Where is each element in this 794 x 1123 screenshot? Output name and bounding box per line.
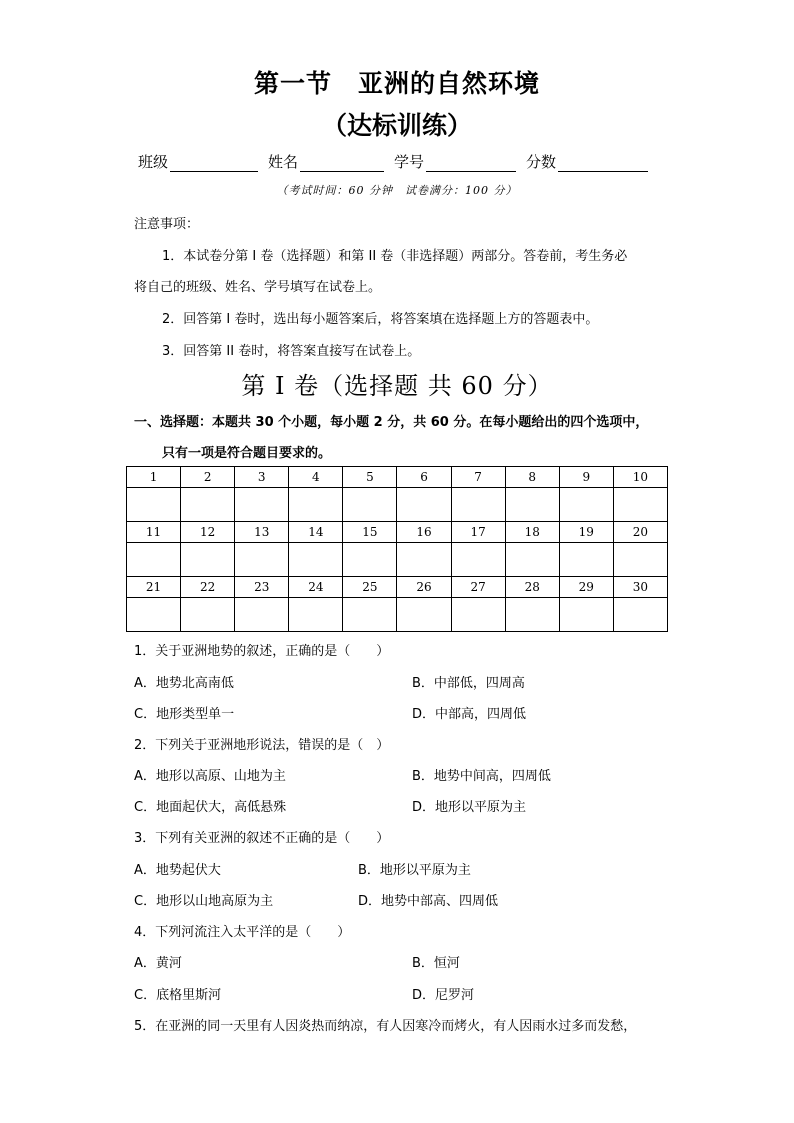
question-3-stem: 3．下列有关亚洲的叙述不正确的是（ ） bbox=[134, 831, 390, 846]
question-number-cell: 16 bbox=[397, 522, 451, 543]
question-2-stem: 2．下列关于亚洲地形说法，错误的是（ ） bbox=[134, 738, 390, 753]
answer-cell[interactable] bbox=[505, 543, 559, 577]
note-item-1-line-2: 将自己的班级、姓名、学号填写在试卷上。 bbox=[134, 280, 382, 295]
question-number-cell: 27 bbox=[451, 577, 505, 598]
student-id-blank[interactable] bbox=[426, 155, 516, 172]
question-number-cell: 26 bbox=[397, 577, 451, 598]
score-field bbox=[526, 150, 648, 172]
answer-cell[interactable] bbox=[613, 488, 667, 522]
question-number-cell: 23 bbox=[235, 577, 289, 598]
answer-cell[interactable] bbox=[289, 488, 343, 522]
question-number-cell: 21 bbox=[127, 577, 181, 598]
part-1-title: 第 I 卷（选择题 共 60 分） bbox=[241, 372, 553, 400]
answer-table-number-row bbox=[127, 522, 668, 543]
question-number-cell: 18 bbox=[505, 522, 559, 543]
answer-cell[interactable] bbox=[181, 543, 235, 577]
score-label: 分数 bbox=[526, 153, 557, 171]
question-3-option-b[interactable]: B．地形以平原为主 bbox=[358, 863, 471, 878]
name-label: 姓名 bbox=[268, 153, 299, 171]
answer-cell[interactable] bbox=[613, 543, 667, 577]
answer-cell[interactable] bbox=[235, 598, 289, 632]
answer-cell[interactable] bbox=[181, 488, 235, 522]
question-number-cell: 20 bbox=[613, 522, 667, 543]
question-4-option-c[interactable]: C．底格里斯河 bbox=[134, 988, 222, 1003]
answer-cell[interactable] bbox=[127, 543, 181, 577]
question-number-cell: 13 bbox=[235, 522, 289, 543]
answer-cell[interactable] bbox=[559, 488, 613, 522]
name-blank[interactable] bbox=[300, 155, 384, 172]
note-item-2: 2．回答第 I 卷时，选出每小题答案后，将答案填在选择题上方的答题表中。 bbox=[162, 312, 599, 327]
question-number-cell: 17 bbox=[451, 522, 505, 543]
question-number-cell: 8 bbox=[505, 467, 559, 488]
note-item-1-line-1: 1．本试卷分第 I 卷（选择题）和第 II 卷（非选择题）两部分。答卷前，考生务必 bbox=[162, 249, 628, 264]
question-number-cell: 25 bbox=[343, 577, 397, 598]
question-3-option-c[interactable]: C．地形以山地高原为主 bbox=[134, 894, 274, 909]
question-number-cell: 10 bbox=[613, 467, 667, 488]
answer-cell[interactable] bbox=[127, 598, 181, 632]
class-field bbox=[138, 150, 258, 172]
notes-heading: 注意事项： bbox=[134, 217, 200, 232]
question-4-option-d[interactable]: D．尼罗河 bbox=[412, 988, 475, 1003]
answer-cell[interactable] bbox=[289, 543, 343, 577]
question-1-option-b[interactable]: B．中部低，四周高 bbox=[412, 676, 525, 691]
question-5-stem: 5．在亚洲的同一天里有人因炎热而纳凉，有人因寒冷而烤火，有人因雨水过多而发愁， bbox=[134, 1019, 637, 1034]
answer-cell[interactable] bbox=[451, 543, 505, 577]
page-subtitle: （达标训练） bbox=[321, 111, 472, 140]
question-number-cell: 19 bbox=[559, 522, 613, 543]
answer-cell[interactable] bbox=[451, 488, 505, 522]
answer-cell[interactable] bbox=[397, 598, 451, 632]
question-4-option-b[interactable]: B．恒河 bbox=[412, 956, 460, 971]
section-instruction-line-2: 只有一项是符合题目要求的。 bbox=[162, 446, 332, 461]
question-1-stem: 1．关于亚洲地势的叙述，正确的是（ ） bbox=[134, 644, 390, 659]
answer-cell[interactable] bbox=[343, 543, 397, 577]
name-field bbox=[268, 150, 384, 172]
question-number-cell: 14 bbox=[289, 522, 343, 543]
answer-cell[interactable] bbox=[235, 543, 289, 577]
class-blank[interactable] bbox=[170, 155, 258, 172]
question-2-option-d[interactable]: D．地形以平原为主 bbox=[412, 800, 527, 815]
answer-table-answer-row bbox=[127, 543, 668, 577]
answer-table-answer-row bbox=[127, 598, 668, 632]
answer-cell[interactable] bbox=[235, 488, 289, 522]
class-label: 班级 bbox=[138, 153, 169, 171]
answer-table-number-row bbox=[127, 467, 668, 488]
question-number-cell: 1 bbox=[127, 467, 181, 488]
answer-table-number-row bbox=[127, 577, 668, 598]
question-4-option-a[interactable]: A．黄河 bbox=[134, 956, 182, 971]
question-number-cell: 22 bbox=[181, 577, 235, 598]
answer-table-answer-row bbox=[127, 488, 668, 522]
question-number-cell: 9 bbox=[559, 467, 613, 488]
question-number-cell: 6 bbox=[397, 467, 451, 488]
question-number-cell: 11 bbox=[127, 522, 181, 543]
question-4-stem: 4．下列河流注入太平洋的是（ ） bbox=[134, 925, 351, 940]
answer-cell[interactable] bbox=[397, 543, 451, 577]
question-2-option-a[interactable]: A．地形以高原、山地为主 bbox=[134, 769, 286, 784]
section-instruction-line-1: 一、选择题：本题共 30 个小题，每小题 2 分，共 60 分。在每小题给出的四个选项中， bbox=[134, 415, 649, 430]
answer-cell[interactable] bbox=[343, 488, 397, 522]
answer-cell[interactable] bbox=[127, 488, 181, 522]
answer-cell[interactable] bbox=[397, 488, 451, 522]
exam-meta: （考试时间：60 分钟 试卷满分：100 分） bbox=[276, 184, 518, 197]
question-2-option-b[interactable]: B．地势中间高，四周低 bbox=[412, 769, 551, 784]
question-number-cell: 12 bbox=[181, 522, 235, 543]
question-number-cell: 4 bbox=[289, 467, 343, 488]
student-id-label: 学号 bbox=[394, 153, 425, 171]
question-2-option-c[interactable]: C．地面起伏大，高低悬殊 bbox=[134, 800, 287, 815]
score-blank[interactable] bbox=[558, 155, 648, 172]
question-1-option-d[interactable]: D．中部高，四周低 bbox=[412, 707, 527, 722]
question-3-option-d[interactable]: D．地势中部高、四周低 bbox=[358, 894, 499, 909]
question-number-cell: 30 bbox=[613, 577, 667, 598]
question-number-cell: 5 bbox=[343, 467, 397, 488]
answer-cell[interactable] bbox=[289, 598, 343, 632]
question-number-cell: 15 bbox=[343, 522, 397, 543]
answer-cell[interactable] bbox=[451, 598, 505, 632]
question-number-cell: 7 bbox=[451, 467, 505, 488]
answer-cell[interactable] bbox=[181, 598, 235, 632]
answer-cell[interactable] bbox=[343, 598, 397, 632]
question-number-cell: 3 bbox=[235, 467, 289, 488]
question-1-option-a[interactable]: A．地势北高南低 bbox=[134, 676, 234, 691]
student-info-line bbox=[138, 150, 668, 172]
answer-cell[interactable] bbox=[505, 598, 559, 632]
question-3-option-a[interactable]: A．地势起伏大 bbox=[134, 863, 221, 878]
note-item-3: 3．回答第 II 卷时，将答案直接写在试卷上。 bbox=[162, 344, 421, 359]
question-number-cell: 29 bbox=[559, 577, 613, 598]
page-title: 第一节 亚洲的自然环境 bbox=[253, 69, 540, 98]
question-number-cell: 2 bbox=[181, 467, 235, 488]
answer-cell[interactable] bbox=[613, 598, 667, 632]
answer-cell[interactable] bbox=[559, 598, 613, 632]
student-id-field bbox=[394, 150, 516, 172]
answer-cell[interactable] bbox=[505, 488, 559, 522]
question-number-cell: 28 bbox=[505, 577, 559, 598]
answer-cell[interactable] bbox=[559, 543, 613, 577]
question-1-option-c[interactable]: C．地形类型单一 bbox=[134, 707, 235, 722]
answer-table bbox=[126, 466, 668, 632]
question-number-cell: 24 bbox=[289, 577, 343, 598]
